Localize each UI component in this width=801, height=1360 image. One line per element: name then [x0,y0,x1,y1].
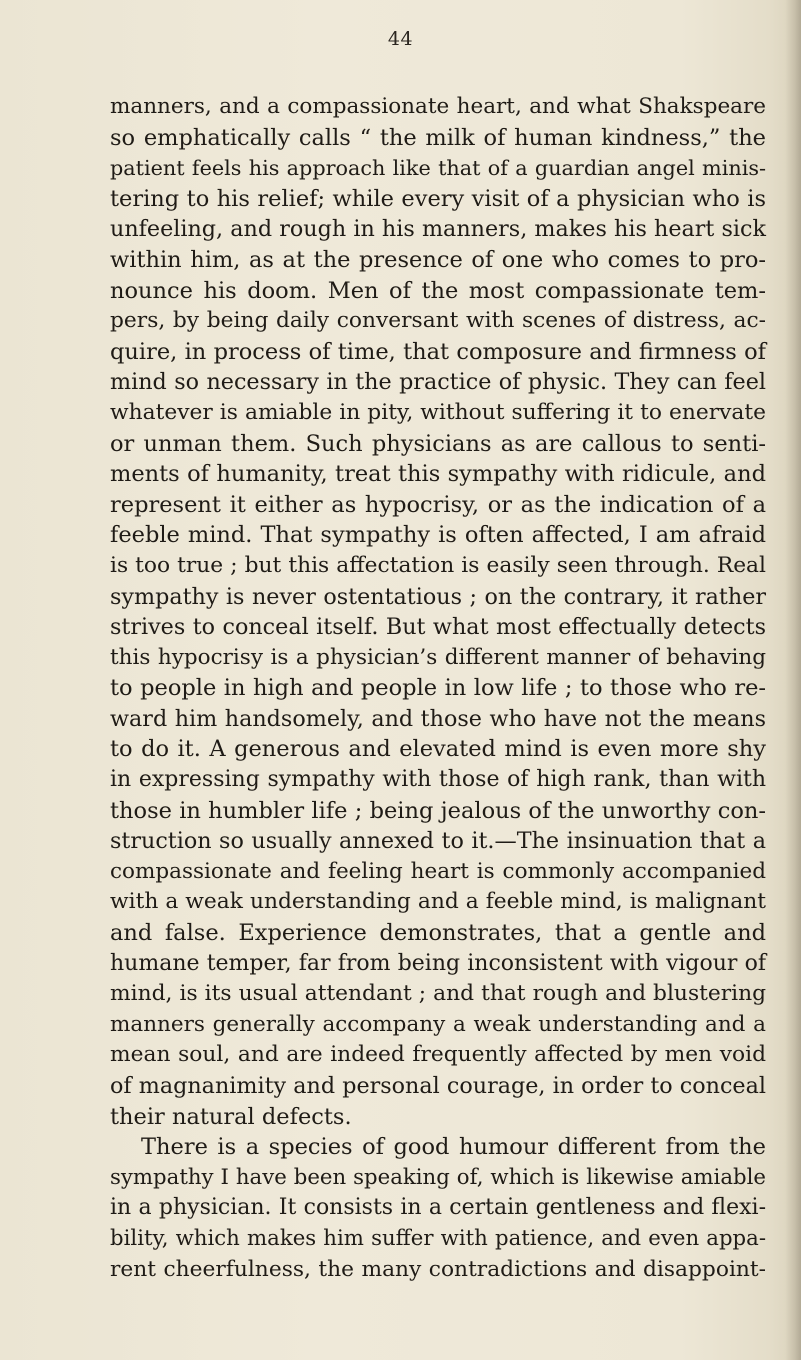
body-text [110,92,766,1285]
text-line: humane temper, far from being inconsistent with vigour of [110,950,766,976]
text-line: whatever is amiable in pity, without suffering it to enervate [110,399,766,425]
page-edge-shadow [785,0,801,1360]
text-line: feeble mind. That sympathy is often affected, I am afraid [110,522,766,549]
text-line: manners, and a compassionate heart, and what Shakspeare [110,94,766,119]
text-line: pers, by being daily conversant with scenes of distress, ac- [110,308,766,334]
text-line: bility, which makes him suffer with patience, and even appa- [110,1225,766,1251]
text-line: sympathy I have been speaking of, which is likewise amiable [110,1164,766,1190]
page-number: 44 [387,28,414,50]
text-line: strives to conceal itself. But what most effectually detects [110,614,766,641]
text-line: mean soul, and are indeed frequently affected by men void [110,1042,766,1068]
text-line: with a weak understanding and a feeble mind, is malignant [110,889,766,915]
text-line: struction so usually annexed to it.—The insinuation that a [110,828,766,855]
text-line: patient feels his approach like that of a guardian angel minis- [110,156,766,181]
text-line: in expressing sympathy with those of high rank, than with [110,767,766,793]
text-line: mind so necessary in the practice of physic. They can feel [110,369,766,396]
text-line: ments of humanity, treat this sympathy with ridicule, and [110,461,766,488]
text-line: in a physician. It consists in a certain gentleness and flexi- [110,1195,766,1221]
text-line: tering to his relief; while every visit of a physician who is [110,185,766,212]
text-line: ward him handsomely, and those who have not the means [110,705,766,732]
text-line: nounce his doom. Men of the most compassionate tem- [110,277,766,304]
text-line: mind, is its usual attendant ; and that rough and blustering [110,981,766,1007]
text-line: those in humbler life ; being jealous of the unworthy con- [110,797,766,824]
text-line: this hypocrisy is a physician’s different manner of behaving [110,644,766,670]
text-line: manners generally accompany a weak understanding and a [110,1011,766,1037]
text-line: quire, in process of time, that composure and firmness of [110,338,766,365]
text-line: unfeeling, and rough in his manners, makes his heart sick [110,216,766,243]
text-line: or unman them. Such physicians as are callous to senti- [110,430,766,457]
text-line: represent it either as hypocrisy, or as the indication of a [110,491,766,518]
text-line: rent cheerfulness, the many contradictions and disappoint- [110,1256,766,1282]
text-line: to people in high and people in low life ; to those who re- [110,675,766,702]
text-line: compassionate and feeling heart is commonly accompanied [110,858,766,884]
text-line: of magnanimity and personal courage, in order to conceal [110,1073,766,1099]
paragraph-start-line: There is a species of good humour different from the [141,1134,766,1161]
text-line: within him, as at the presence of one who comes to pro- [110,246,766,273]
text-line: and false. Experience demonstrates, that a gentle and [110,920,766,947]
text-line: is too true ; but this affectation is easily seen through. Real [110,552,766,578]
paragraph-end-line: their natural defects. [110,1103,352,1130]
text-line: to do it. A generous and elevated mind is even more shy [110,736,766,763]
text-line: so emphatically calls “ the milk of human kindness,” the [110,124,766,151]
text-line: sympathy is never ostentatious ; on the contrary, it rather [110,583,766,610]
